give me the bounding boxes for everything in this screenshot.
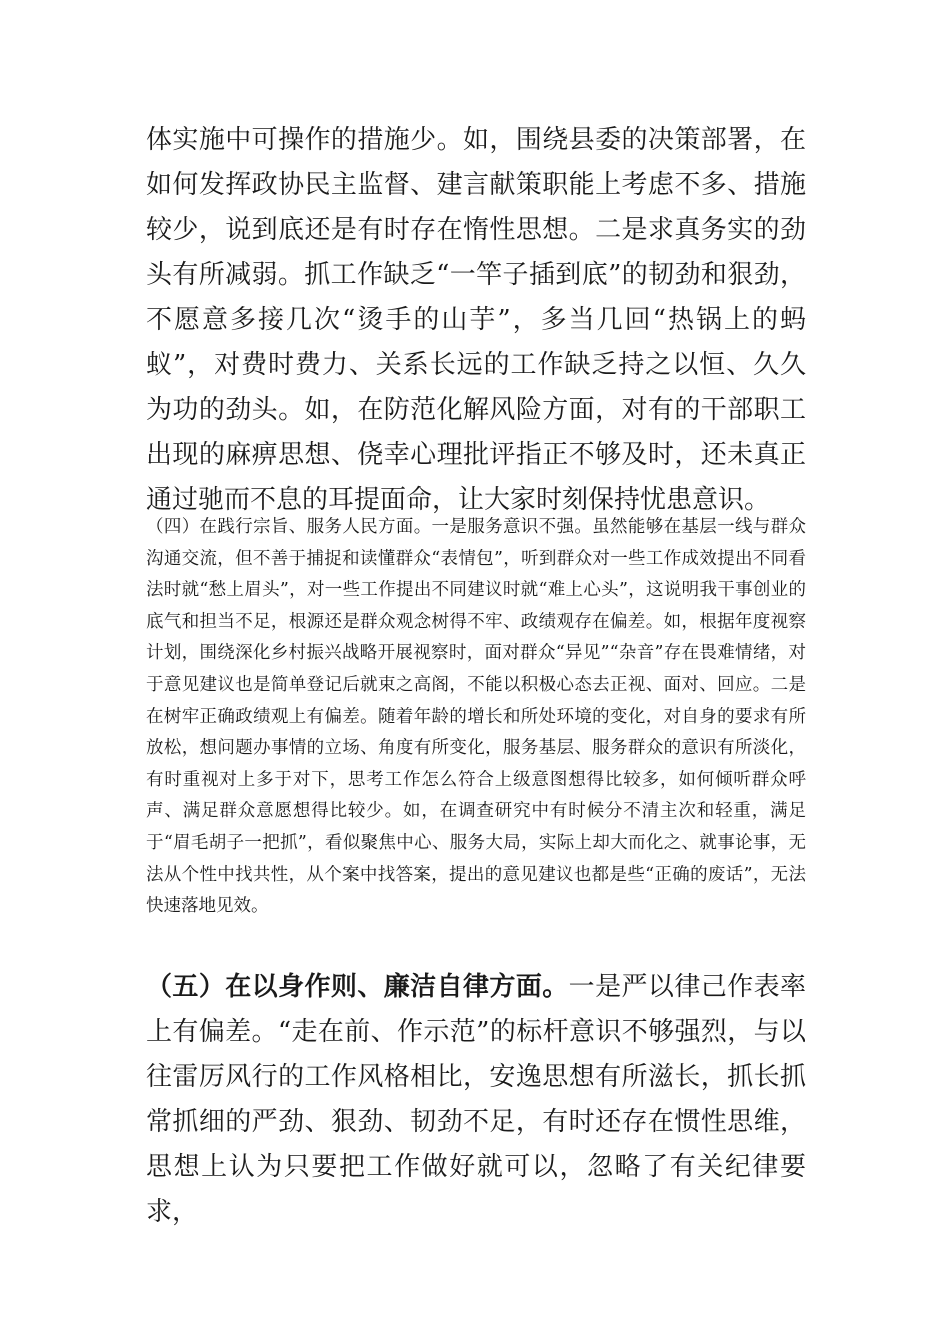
section-five-body: 一是严以律己作表率上有偏差。“走在前、作示范”的标杆意识不够强烈，与以往雷厉风行的工作风格相比，安逸思想有所滋长，抓长抓常抓细的严劲、狠劲、韧劲不足，有时还存在惯性思维，思想上认为只要把工作做好就可以，忽略了有关纪律要求， xyxy=(146,972,806,1227)
paragraph-continuation: 体实施中可操作的措施少。如，围绕县委的决策部署，在如何发挥政协民主监督、建言献策职能上考虑不多、措施较少，说到底还是有时存在惰性思想。二是求真务实的劲头有所减弱。抓工作缺乏“一竿子插到底”的韧劲和狠劲，不愿意多接几次“烫手的山芋”，多当几回“热锅上的蚂蚁”，对费时费力、关系长远的工作缺乏持之以恒、久久为功的劲头。如，在防范化解风险方面，对有的干部职工出现的麻痹思想、侥幸心理批评指正不够及时，还未真正通过驰而不息的耳提面命，让大家时刻保持忧患意识。 xyxy=(146,125,806,515)
section-five-paragraph xyxy=(146,965,806,1235)
section-five-heading: （五）在以身作则、廉洁自律方面。 xyxy=(146,972,569,1002)
section-four-paragraph: （四）在践行宗旨、服务人民方面。一是服务意识不强。虽然能够在基层一线与群众沟通交流，但不善于捕捉和读懂群众“表情包”，听到群众对一些工作成效提出不同看法时就“愁上眉头”，对一些工作提出不同建议时就“难上心头”，这说明我干事创业的底气和担当不足，根源还是群众观念树得不牢、政绩观存在偏差。如，根据年度视察计划，围绕深化乡村振兴战略开展视察时，面对群众“异见”“杂音”存在畏难情绪，对于意见建议也是简单登记后就束之高阁，不能以积极心态去正视、面对、回应。二是在树牢正确政绩观上有偏差。随着年龄的增长和所处环境的变化，对自身的要求有所放松，想问题办事情的立场、角度有所变化，服务基层、服务群众的意识有所淡化，有时重视对上多于对下，思考工作怎么符合上级意图想得比较多，如何倾听群众呼声、满足群众意愿想得比较少。如，在调查研究中有时候分不清主次和轻重，满足于“眉毛胡子一把抓”，看似聚焦中心、服务大局，实际上却大而化之、就事论事，无法从个性中找共性，从个案中找答案，提出的意见建议也都是些“正确的废话”，无法快速落地见效。 xyxy=(146,517,806,917)
